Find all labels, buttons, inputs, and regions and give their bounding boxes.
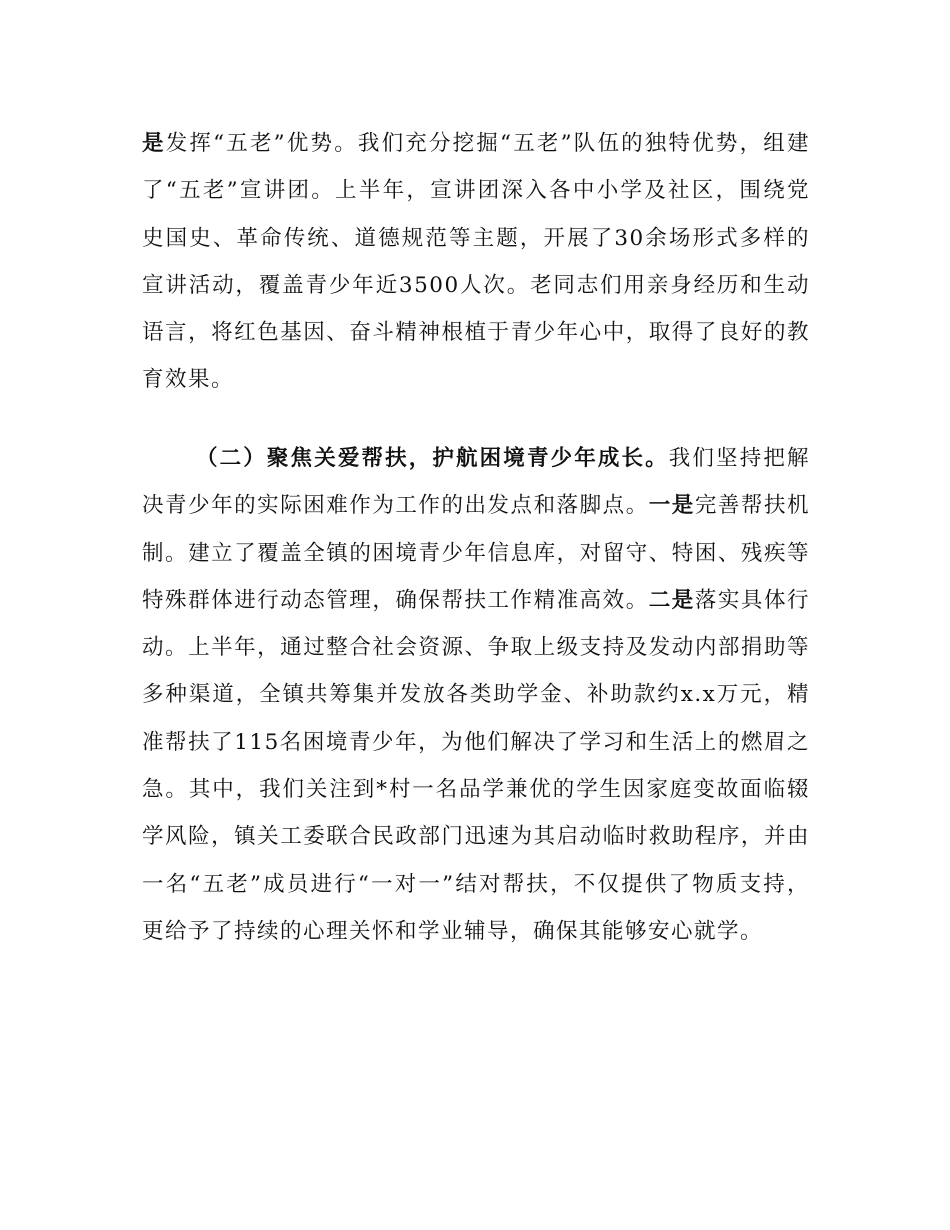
item-1-text: 完善帮扶机制。建立了覆盖全镇的困境青少年信息库，对留守、特困、残疾等特殊群体进行动态管理，确保帮扶工作精准高效。	[142, 493, 810, 613]
item-2-label: 二是	[648, 587, 695, 613]
section-heading: （二）聚焦关爱帮扶，护航困境青少年成长。	[196, 446, 669, 471]
section-intro-text: 我们坚持把解决青少年的实际困难作为工作的出发点和落脚点。	[142, 446, 810, 519]
item-1-label: 一是	[648, 493, 695, 519]
paragraph-care-assistance	[142, 435, 810, 955]
paragraph-five-elders	[142, 120, 810, 404]
lead-bold-text: 是	[142, 131, 166, 156]
paragraph-body-text: 发挥“五老”优势。我们充分挖掘“五老”队伍的独特优势，组建了“五老”宣讲团。上半年，宣讲团深入各中小学及社区，围绕党史国史、革命传统、道德规范等主题，开展了30余场形式多样的宣讲活动，覆盖青少年近3500人次。老同志们用亲身经历和生动语言，将红色基因、奋斗精神根植于青少年心中，取得了良好的教育效果。	[142, 131, 810, 393]
item-2-text: 落实具体行动。上半年，通过整合社会资源、争取上级支持及发动内部捐助等多种渠道，全镇共筹集并发放各类助学金、补助款约x.x万元，精准帮扶了115名困境青少年，为他们解决了学习和生活上的燃眉之急。其中，我们关注到*村一名品学兼优的学生因家庭变故面临辍学风险，镇关工委联合民政部门迅速为其启动临时救助程序，并由一名“五老”成员进行“一对一”结对帮扶，不仅提供了物质支持，更给予了持续的心理关怀和学业辅导，确保其能够安心就学。	[142, 587, 810, 944]
